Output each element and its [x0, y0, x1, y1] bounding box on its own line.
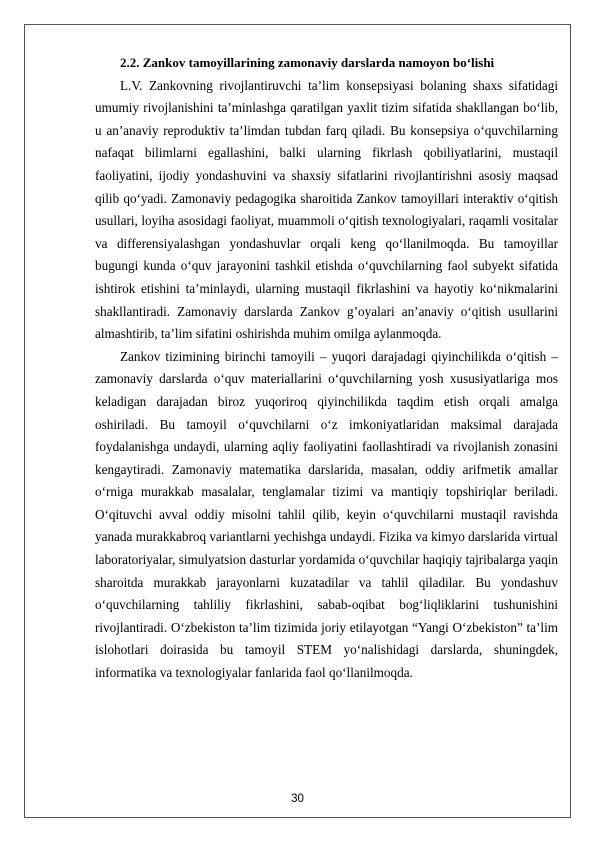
page-number: 30: [291, 793, 304, 805]
paragraph-2: Zankov tizimining birinchi tamoyili – yuqori darajadagi qiyinchilikda o‘qitish – zamonaviy darslarda o‘quv materiallarini o‘quvchilarning yosh xususiyatlariga mos keladigan darajadan biroz yuqoriroq qiyinchilikda taqdim etish orqali amalga oshiriladi. Bu tamoyil o‘quvchilarni o‘z imkoniyatlaridan maksimal darajada foydalanishga undaydi, ularning aqliy faoliyatini faollashtiradi va rivojlanish zonasini kengaytiradi. Zamonaviy matematika darslarida, masalan, oddiy arifmetik amallar o‘rniga murakkab masalalar, tenglamalar tizimi va mantiqiy topshiriqlar beriladi. O‘qituvchi avval oddiy misolni tahlil qilib, keyin o‘quvchilarni mustaqil ravishda yanada murakkabroq variantlarni yechishga undaydi. Fizika va kimyo darslarida virtual laboratoriyalar, simulyatsion dasturlar yordamida o‘quvchilar haqiqiy tajribalarga yaqin sharoitda murakkab jarayonlarni kuzatadilar va tahlil qiladilar. Bu yondashuv o‘quvchilarning tahliliy fikrlashini, sabab-oqibat bog‘liqliklarini tushunishini rivojlantiradi. O‘zbekiston ta’lim tizimida joriy etilayotgan “Yangi O‘zbekiston” ta’lim islohotlari doirasida bu tamoyil STEM yo‘nalishidagi darslarda, shuningdek, informatika va texnologiyalar fanlarida faol qo‘llanilmoqda.: [95, 348, 558, 681]
document-body: [95, 52, 558, 685]
paragraph-1: L.V. Zankovning rivojlantiruvchi ta’lim konsepsiyasi bolaning shaxs sifatidagi umumiy rivojlanishini ta’minlashga qaratilgan yaxlit tizim sifatida shakllangan bo‘lib, u an’anaviy reproduktiv ta’limdan tubdan farq qiladi. Bu konsepsiya o‘quvchilarning nafaqat bilimlarni egallashini, balki ularning fikrlash qobiliyatlarini, mustaqil faoliyatini, ijodiy yondashuvini va shaxsiy sifatlarini rivojlantirishni asosiy maqsad qilib qo‘yadi. Zamonaviy pedagogika sharoitida Zankov tamoyillari interaktiv o‘qitish usullari, loyiha asosidagi faoliyat, muammoli o‘qitish texnologiyalari, raqamli vositalar va differensiyalashgan yondashuvlar orqali keng qo‘llanilmoqda. Bu tamoyillar bugungi kunda o‘quv jarayonini tashkil etishda o‘quvchilarning faol subyekt sifatida ishtirok etishini ta’minlaydi, ularning mustaqil fikrlashini va hayotiy ko‘nikmalarini shakllantiradi. Zamonaviy darslarda Zankov g’oyalari an’anaviy o‘qitish usullarini almashtirib, ta’lim sifatini oshirishda muhim omilga aylanmoqda.: [95, 77, 558, 342]
section-heading: 2.2. Zankov tamoyillarining zamonaviy darslarda namoyon bo‘lishi: [120, 55, 495, 70]
